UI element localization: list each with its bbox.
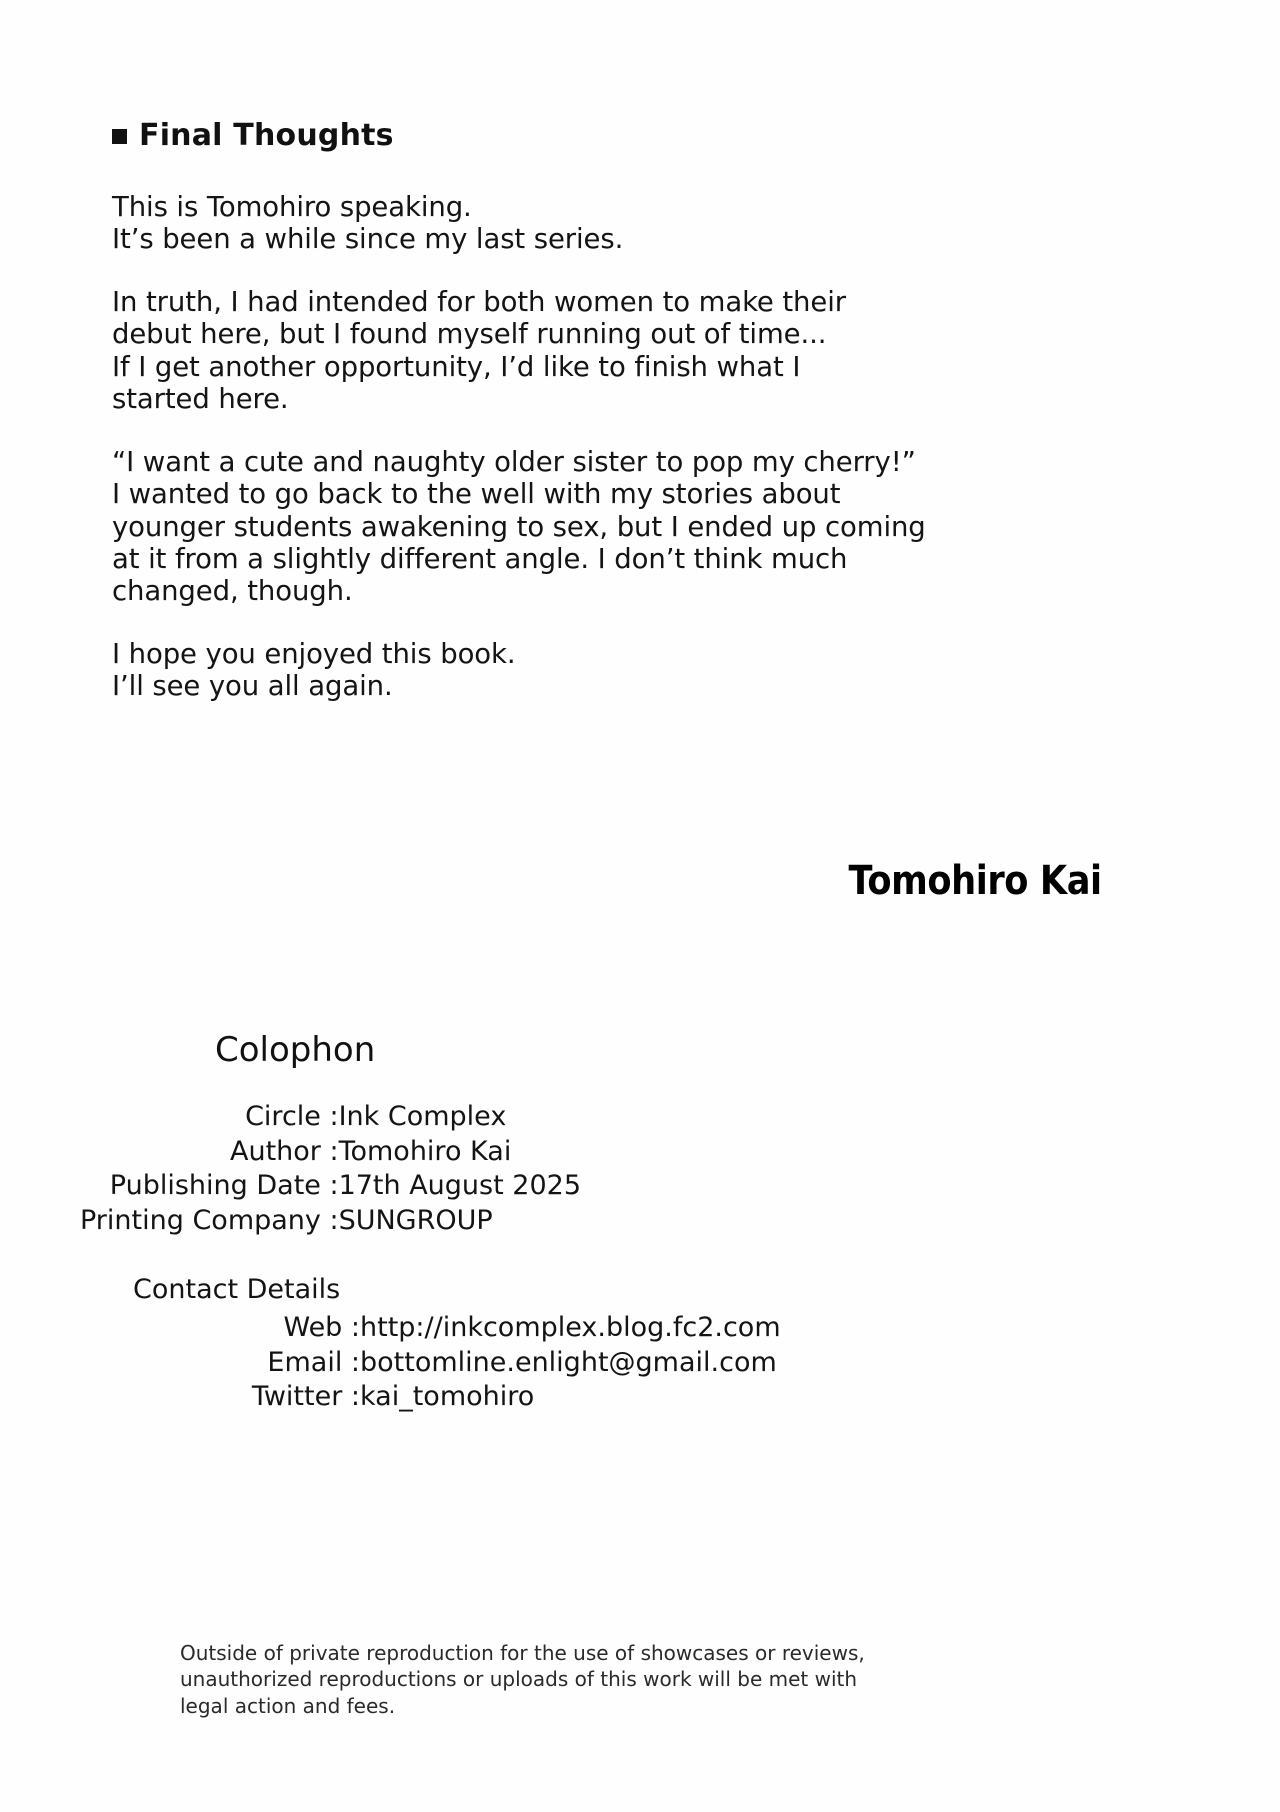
afterword-line: If I get another opportunity, I’d like to finish what I	[112, 350, 801, 383]
contact-value-web[interactable]: http://inkcomplex.blog.fc2.com	[360, 1312, 781, 1344]
colophon-section	[0, 1030, 1280, 1415]
table-row	[80, 1380, 781, 1415]
table-row	[80, 1135, 581, 1170]
afterword-line: younger students awakening to sex, but I ended up coming	[112, 510, 926, 543]
colophon-label: Publishing Date :	[109, 1170, 339, 1202]
contact-label: Email :	[267, 1346, 360, 1378]
afterword-paragraph-3	[112, 446, 1112, 608]
contact-label: Twitter :	[251, 1381, 360, 1413]
colophon-label: Circle :	[245, 1101, 339, 1132]
afterword-line: started here.	[112, 383, 289, 416]
afterword-paragraph-2	[112, 286, 1112, 416]
afterword-line: changed, though.	[112, 575, 353, 608]
afterword-heading	[112, 118, 1112, 153]
square-bullet-icon	[112, 129, 127, 144]
table-row	[80, 1204, 581, 1239]
colophon-title: Colophon	[215, 1030, 376, 1070]
contact-value-twitter[interactable]: kai_tomohiro	[360, 1381, 535, 1413]
colophon-value: 17th August 2025	[338, 1170, 581, 1202]
colophon-label: Printing Company :	[80, 1204, 339, 1236]
colophon-value: Ink Complex	[338, 1101, 507, 1132]
afterword-line: I hope you enjoyed this book.	[112, 637, 516, 670]
afterword-line: In truth, I had intended for both women to make their	[112, 285, 846, 318]
table-row	[80, 1311, 781, 1346]
afterword-line: This is Tomohiro speaking.	[112, 191, 472, 223]
contact-label: Web :	[283, 1312, 360, 1344]
afterword-paragraph-1	[112, 191, 1112, 256]
legal-line: unauthorized reproductions or uploads of this work will be met with	[180, 1667, 858, 1692]
colophon-table	[80, 1100, 581, 1238]
contact-value-email[interactable]: bottomline.enlight@gmail.com	[360, 1346, 777, 1378]
afterword-line: It’s been a while since my last series.	[112, 223, 624, 256]
table-row	[80, 1346, 781, 1381]
colophon-value: SUNGROUP	[338, 1204, 493, 1236]
afterword-line: I wanted to go back to the well with my stories about	[112, 478, 841, 511]
afterword-paragraph-4	[112, 638, 1112, 703]
colophon-label: Author :	[229, 1135, 339, 1167]
contact-details-heading: Contact Details	[133, 1274, 341, 1306]
afterword-heading-label: Final Thoughts	[139, 118, 394, 153]
author-signature: Tomohiro Kai	[848, 858, 1102, 904]
table-row	[80, 1100, 581, 1135]
colophon-value: Tomohiro Kai	[338, 1135, 512, 1167]
afterword-section	[112, 118, 1112, 904]
contact-table	[80, 1311, 781, 1415]
legal-line: legal action and fees.	[180, 1693, 396, 1718]
legal-line: Outside of private reproduction for the use of showcases or reviews,	[180, 1641, 865, 1665]
table-row	[80, 1169, 581, 1204]
afterword-line: I’ll see you all again.	[112, 670, 393, 703]
afterword-line: “I want a cute and naughty older sister to pop my cherry!”	[112, 445, 916, 478]
afterword-line: debut here, but I found myself running out of time...	[112, 318, 827, 351]
legal-notice	[180, 1640, 1000, 1719]
afterword-line: at it from a slightly different angle. I don’t think much	[112, 542, 848, 575]
